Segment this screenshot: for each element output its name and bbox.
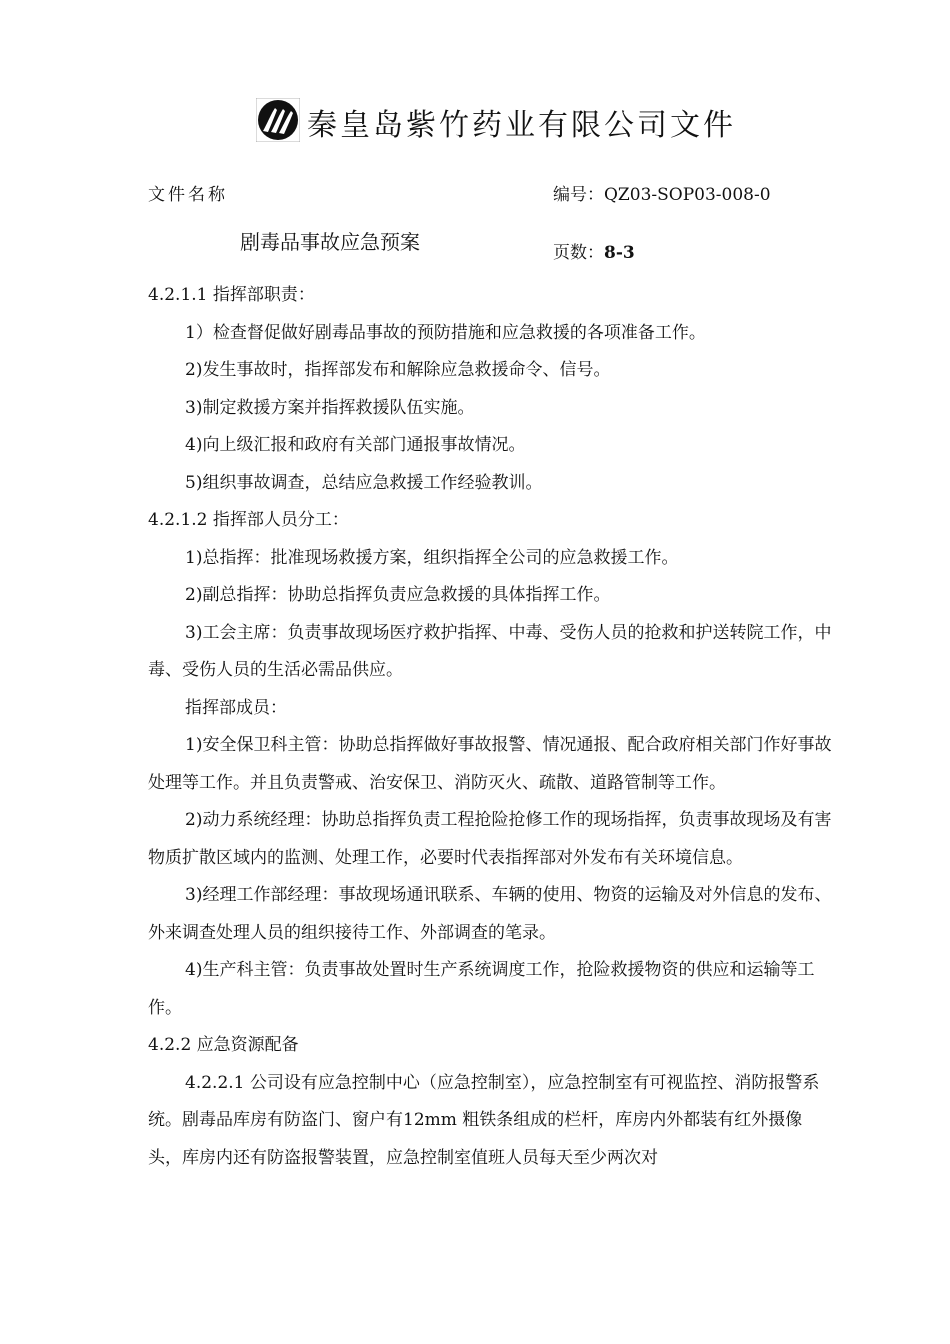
paragraph: 4)生产科主管：负责事故处置时生产系统调度工作，抢险救援物资的供应和运输等工作。	[148, 960, 815, 1018]
paragraph: 2)发生事故时，指挥部发布和解除应急救援命令、信号。	[185, 360, 611, 380]
paragraph: 3)经理工作部经理：事故现场通讯联系、车辆的使用、物资的运输及对外信息的发布、外来调查处理人员的组织接待工作、外部调查的笔录。	[148, 885, 832, 943]
paragraph: 3)工会主席：负责事故现场医疗救护指挥、中毒、受伤人员的抢救和护送转院工作，中毒、受伤人员的生活必需品供应。	[148, 622, 832, 680]
paragraph: 5)组织事故调查，总结应急救援工作经验教训。	[185, 472, 543, 493]
doc-code: 编号：QZ03-SOP03-008-0	[553, 185, 771, 205]
page-label: 页数：	[553, 243, 604, 263]
paragraph: 2)动力系统经理：协助总指挥负责工程抢险抢修工作的现场指挥，负责事故现场及有害物质扩散区域内的监测、处理工作，必要时代表指挥部对外发布有关环境信息。	[148, 810, 832, 868]
doc-name-label: 文件名称	[148, 185, 228, 205]
paragraph: 4)向上级汇报和政府有关部门通报事故情况。	[185, 435, 526, 455]
paragraph: 1)总指挥：批准现场救援方案，组织指挥全公司的应急救援工作。	[185, 547, 679, 568]
paragraph: 1)安全保卫科主管：协助总指挥做好事故报警、情况通报、配合政府相关部门作好事故处理等工作。并且负责警戒、治安保卫、消防灭火、疏散、道路管制等工作。	[148, 735, 832, 793]
page-number	[553, 238, 635, 263]
paragraph: 3)制定救援方案并指挥救援队伍实施。	[185, 397, 475, 418]
doc-title: 剧毒品事故应急预案	[240, 230, 420, 254]
section-heading: 4.2.1.2 指挥部人员分工：	[148, 510, 349, 530]
page-value: 8-3	[604, 243, 635, 263]
paragraph: 2)副总指挥：协助总指挥负责应急救援的具体指挥工作。	[185, 585, 611, 605]
paragraph: 1）检查督促做好剧毒品事故的预防措施和应急救援的各项准备工作。	[185, 322, 706, 343]
company-title: 秦皇岛紫竹药业有限公司文件	[307, 108, 736, 143]
paragraph: 4.2.2.1 公司设有应急控制中心（应急控制室），应急控制室有可视监控、消防报警系统。剧毒品库房有防盗门、窗户有12mm 粗铁条组成的栏杆，库房内外都装有红外摄像头，库房内还有防盗报警装置，应急控制室值班人员每天至少两次对	[148, 1072, 820, 1168]
document-body	[148, 277, 836, 1177]
company-logo-icon	[256, 98, 300, 142]
section-heading: 4.2.2 应急资源配备	[148, 1035, 299, 1055]
paragraph: 指挥部成员：	[185, 697, 287, 718]
section-heading: 4.2.1.1 指挥部职责：	[148, 285, 315, 305]
